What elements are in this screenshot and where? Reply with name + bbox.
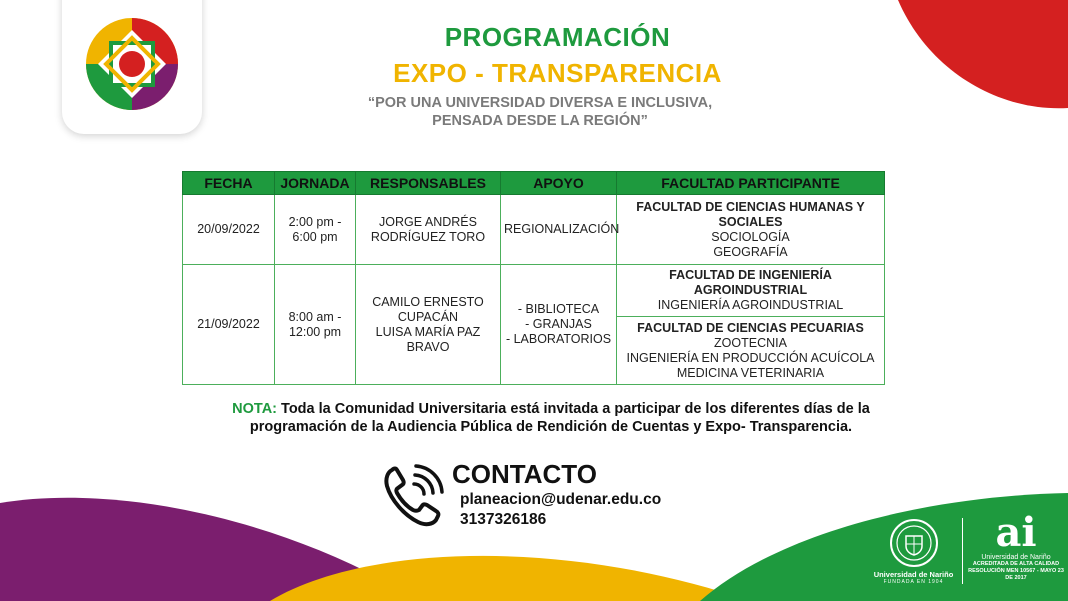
- programa-item: INGENIERÍA AGROINDUSTRIAL: [657, 298, 844, 312]
- header-fecha: FECHA: [183, 172, 275, 195]
- cell-apoyo: REGIONALIZACIÓN: [501, 195, 617, 265]
- contact-title: CONTACTO: [452, 459, 597, 489]
- udenar-brand: [866, 518, 961, 585]
- cell-facultad: [617, 195, 885, 265]
- note-line-1-text: Toda la Comunidad Universitaria está invitada a participar de los diferentes días de la: [277, 401, 870, 417]
- jornada-line: 8:00 am -: [288, 309, 342, 324]
- programa-item: INGENIERÍA EN PRODUCCIÓN ACUÍCOLA: [626, 350, 875, 365]
- jornada-line: 12:00 pm: [288, 324, 342, 339]
- responsable-line: JORGE ANDRÉS: [379, 214, 477, 229]
- cell-facultad: [617, 317, 885, 385]
- note-line-1: [196, 400, 906, 418]
- contact-phone[interactable]: 3137326186: [460, 511, 547, 528]
- cell-responsables: [356, 195, 501, 265]
- contact-email[interactable]: planeacion@udenar.edu.co: [460, 491, 662, 508]
- note-line-2: programación de la Audiencia Pública de Rendición de Cuentas y Expo- Transparencia.: [249, 419, 853, 435]
- table-header-row: [183, 172, 885, 195]
- programa-item: MEDICINA VETERINARIA: [676, 365, 825, 380]
- cell-jornada: [275, 265, 356, 385]
- udenar-name: Universidad de Nariño: [873, 570, 954, 579]
- cell-fecha: 21/09/2022: [183, 265, 275, 385]
- header-responsables: RESPONSABLES: [356, 172, 501, 195]
- facultad-title: FACULTAD DE CIENCIAS HUMANAS Y: [636, 199, 865, 214]
- apoyo-line: - GRANJAS: [525, 317, 592, 331]
- brand-divider: [962, 518, 963, 584]
- jornada-line: 6:00 pm: [292, 229, 338, 244]
- header-apoyo: APOYO: [501, 172, 617, 195]
- responsable-line: RODRÍGUEZ TORO: [370, 229, 486, 244]
- apoyo-line: - BIBLIOTECA: [517, 302, 600, 316]
- table-row: [183, 195, 885, 265]
- responsable-line: CAMILO ERNESTO: [372, 294, 484, 309]
- ai-university: Universidad de Nariño: [981, 554, 1051, 561]
- cell-fecha: 20/09/2022: [183, 195, 275, 265]
- note-text: [196, 400, 906, 436]
- facultad-title: FACULTAD DE CIENCIAS PECUARIAS: [637, 320, 864, 335]
- title-programacion: PROGRAMACIÓN: [444, 22, 671, 52]
- subtitle-slogan: [340, 94, 740, 130]
- programa-item: SOCIOLOGÍA: [711, 229, 790, 244]
- cell-facultad: [617, 265, 885, 317]
- responsable-line: CUPACÁN: [397, 309, 459, 324]
- facultad-title: AGROINDUSTRIAL: [693, 283, 808, 297]
- schedule-table: [182, 171, 885, 385]
- ai-accreditation-line-1: ACREDITADA DE ALTA CALIDAD: [972, 561, 1060, 567]
- university-seal-icon: [889, 518, 939, 568]
- jornada-line: 2:00 pm -: [288, 214, 342, 229]
- programa-item: GEOGRAFÍA: [713, 244, 788, 259]
- cell-jornada: [275, 195, 356, 265]
- cell-responsables: [356, 265, 501, 385]
- header-jornada: JORNADA: [275, 172, 356, 195]
- responsable-line: BRAVO: [406, 339, 450, 354]
- ai-accreditation-line-2: RESOLUCIÓN MEN 10567 - MAYO 23 DE 2017: [968, 568, 1064, 581]
- red-corner-shape: [898, 0, 1068, 110]
- subtitle-line-2: PENSADA DESDE LA REGIÓN”: [432, 113, 648, 129]
- programa-item: ZOOTECNIA: [714, 335, 787, 350]
- facultad-title: FACULTAD DE INGENIERÍA: [669, 268, 832, 282]
- ai-logo-mark: ai: [995, 509, 1037, 556]
- ai-accreditation-brand: [968, 509, 1064, 582]
- cell-apoyo: [501, 265, 617, 385]
- title-expo-transparencia: EXPO - TRANSPARENCIA: [393, 58, 722, 88]
- note-label: NOTA:: [232, 401, 278, 417]
- header-facultad: FACULTAD PARTICIPANTE: [617, 172, 885, 195]
- phone-icon: [382, 462, 446, 528]
- facultad-title: SOCIALES: [718, 214, 783, 229]
- table-row: [183, 265, 885, 317]
- responsable-line: LUISA MARÍA PAZ: [375, 324, 481, 339]
- subtitle-line-1: “POR UNA UNIVERSIDAD DIVERSA E INCLUSIVA,: [367, 95, 713, 111]
- apoyo-line: - LABORATORIOS: [505, 332, 612, 346]
- udenar-founded: FUNDADA EN 1904: [883, 579, 944, 585]
